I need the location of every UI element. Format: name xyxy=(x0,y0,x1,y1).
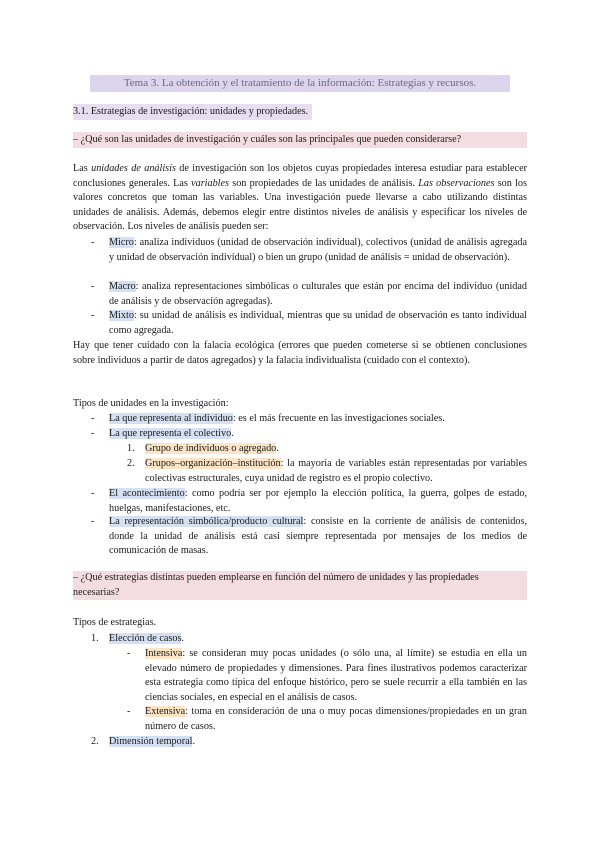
unit-individual: La que representa al individuo: es el más frecuente en las investigaciones sociales. xyxy=(109,413,445,424)
strategies-heading: Tipos de estrategias. xyxy=(73,617,157,628)
question-2: – ¿Qué estrategias distintas pueden emplearse en función del número de unidades y las propiedades necesarias? xyxy=(73,571,527,600)
list-item-micro: Micro: analiza individuos (unidad de observación individual), colectivos (unidad de análisis agregada y unidad de observación individual) o bien un grupo (unidad de análisis = unidad de observación). xyxy=(109,237,527,263)
units-heading: Tipos de unidades en la investigación: xyxy=(73,398,229,409)
bullet-dash: - xyxy=(91,413,95,424)
strategy-temporal: Dimensión temporal. xyxy=(109,736,196,747)
intro-paragraph: Las unidades de análisis de investigación son los objetos cuyas propiedades interesa estudiar para establecer conclusiones generales. Las variables son propiedades de las unidades de análisis. Las observaciones son los valores concretos que toman las variables. Una investigación puede llevarse a cabo utilizando distintas unidades de análisis. Además, debemos elegir entre distintos niveles de análisis y especificar los niveles de observación. Los niveles de análisis pueden ser: xyxy=(73,163,527,233)
collective-organization: Grupos–organización–institución: la mayoría de variables están representadas por variables colectivas estructurales, cuya unidad de registro es el propio colectivo. xyxy=(145,458,527,484)
sub-number: 2. xyxy=(127,458,135,469)
section-heading: 3.1. Estrategias de investigación: unidades y propiedades. xyxy=(73,104,312,120)
list-number: 2. xyxy=(91,736,99,747)
bullet-dash: - xyxy=(91,281,95,292)
bullet-dash: - xyxy=(91,428,95,439)
unit-symbolic: La representación simbólica/producto cultural: consiste en la corriente de análisis de contenidos, donde la unidad de análisis está casi siempre representada por mensajes de los medios de comunicación de masas. xyxy=(109,516,527,557)
unit-collective: La que representa el colectivo. xyxy=(109,428,234,439)
collective-group: Grupo de individuos o agregado. xyxy=(145,443,279,454)
strategy-intensive: Intensiva: se consideran muy pocas unidades (o sólo una, al límite) se estudia en ella un elevado número de propiedades y dimensiones. Para fines ilustrativos podemos caracterizar esta estrategia como típica del enfoque histórico, pero se suele recurrir a ella también en las ciencias sociales, en especial en el análisis de casos. xyxy=(145,648,527,703)
list-number: 1. xyxy=(91,633,99,644)
question-1: – ¿Qué son las unidades de investigación y cuáles son las principales que pueden considerarse? xyxy=(73,132,527,148)
strategy-extensive: Extensiva: toma en consideración de una o muy pocas dimensiones/propiedades en un gran número de casos. xyxy=(145,706,527,732)
list-item-macro: Macro: analiza representaciones simbólicas o culturales que están por encima del individuo (unidad de análisis y de observación agregadas). xyxy=(109,281,527,307)
bullet-dash: - xyxy=(127,706,131,717)
document-title: Tema 3. La obtención y el tratamiento de la información: Estrategias y recursos. xyxy=(90,75,510,92)
bullet-dash: - xyxy=(127,648,131,659)
unit-event: El acontecimiento: como podría ser por ejemplo la elección política, la guerra, golpes de estado, huelgas, manifestaciones, etc. xyxy=(109,488,527,514)
bullet-dash: - xyxy=(91,237,95,248)
bullet-dash: - xyxy=(91,516,95,527)
sub-number: 1. xyxy=(127,443,135,454)
strategy-case-selection: Elección de casos. xyxy=(109,633,184,644)
fallacy-paragraph: Hay que tener cuidado con la falacia ecológica (errores que pueden cometerse si se obtienen conclusiones sobre individuos a partir de datos agregados) y la falacia individualista (cuidado con el contexto). xyxy=(73,340,527,366)
list-item-mixto: Mixto: su unidad de análisis es individual, mientras que su unidad de observación es tanto individual como agregada. xyxy=(109,310,527,336)
bullet-dash: - xyxy=(91,310,95,321)
bullet-dash: - xyxy=(91,488,95,499)
